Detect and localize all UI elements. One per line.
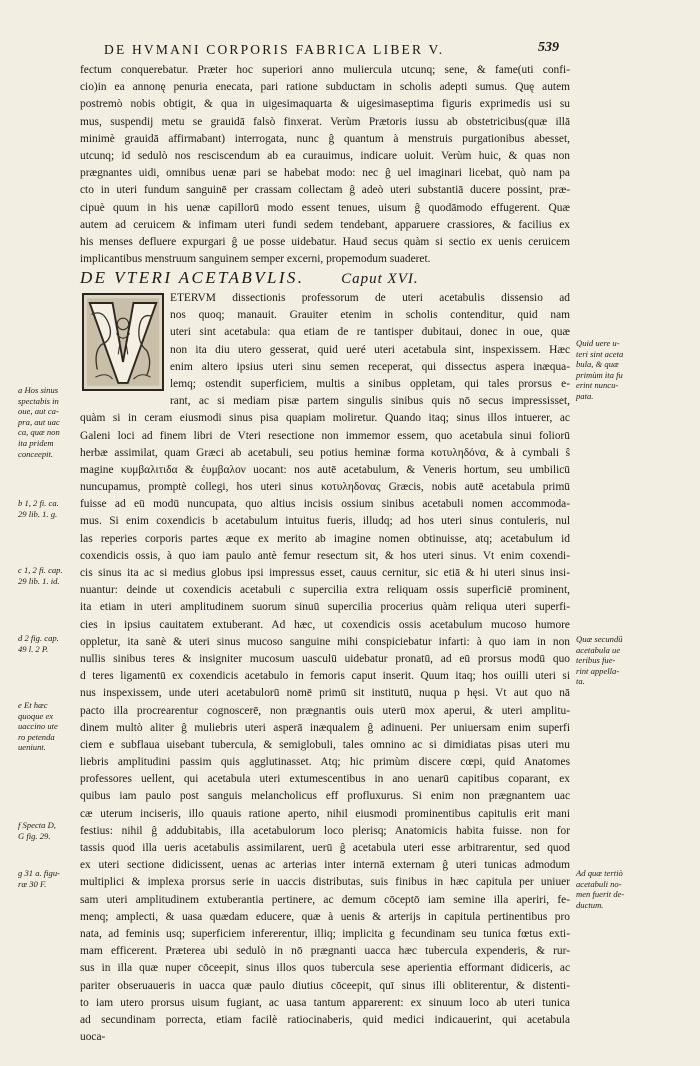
text-line: coxendicis ossis, à quo iam paulo antè femur resectum sit, & hos uteri sinus. Vt enim coxendi- bbox=[80, 549, 570, 562]
text-block-2 bbox=[80, 290, 570, 1046]
text-line: rant, ac si mediam pisæ partem singulis sinibus quis nō secus impressisset, bbox=[170, 395, 570, 408]
text-line: uteri sint acetabula: qua etiam de re tantisper dubitaui, donec in oue, quæ bbox=[170, 326, 570, 339]
text-line: nuantur: deinde ut coxendicis acetabuli c supercilia extra reliquam ossis superficiē prominent, bbox=[80, 584, 570, 597]
text-line: enim altero ipsius uteri sinu semen receperat, qui dissectus aspera inæqua- bbox=[170, 360, 570, 373]
text-line: dinem multò aliter ĝ muliebris uteri asperā inæqualem ĝ adinueni. Per uniuersam enim superfi bbox=[80, 721, 570, 734]
text-line: his menses defluere expurgari ĝ ue posse uidebatur. Haud secus quàm si sectio ex uenis ceruicem bbox=[80, 235, 570, 248]
margin-note-line: c 1, 2 fi. cap. bbox=[18, 565, 63, 575]
margin-note-line: acetabula ue bbox=[576, 644, 621, 655]
text-line: cipuè quum in his uenæ capillorū modo essent tenues, uisum ĝ quodāmodo effugerent. Quæ bbox=[80, 201, 570, 214]
text-line: pariter obseruaueris in uacca quæ paulo diutius cōceepit, quī sinus illi obliterentur, & distenti- bbox=[80, 979, 570, 992]
text-line: quàm si in ceram eiusmodi sinus pisa quapiam moliretur. Quando itaq; sinus illos intuerer, ac bbox=[80, 412, 570, 425]
margin-note-line: uaccino ute bbox=[18, 721, 58, 732]
text-line: postremò nobis obtigit, & qua in uigesimaquarta & uigesimaseptima figuris exprimedis usi su bbox=[80, 98, 570, 111]
margin-note-line: pra, aut uac bbox=[18, 416, 60, 427]
margin-note-line: Ad quæ tertiò bbox=[576, 868, 623, 878]
text-line: nus inspexissem, unde uteri acetabulorū nomē primū sit institutū, nuqua p hęsi. Vt aut quo nā bbox=[80, 687, 570, 700]
margin-note-line: e Et hæc bbox=[18, 700, 48, 710]
text-line: mus, suspendij metu se grauidā falsò finxerat. Verùm Prætoris iussu ab obstetricibus(quæ illā bbox=[80, 115, 570, 128]
margin-note bbox=[18, 633, 78, 654]
text-line: cio)in ea annonę penuria enecata, pari ratione subductam in scholis adepti sumus. Quę autem bbox=[80, 81, 570, 94]
text-line: prægnantes uidi, omnibus uenæ pari se habebat modo: nec ĝ uel imaginari licebat, quò nam pa bbox=[80, 167, 570, 180]
margin-note-line: ita pridem bbox=[18, 437, 54, 448]
text-line: pacto illa procrearentur cognoscerē, non prægnantis ouis uterū mox aperui, & uteri amplitu- bbox=[80, 704, 570, 717]
indented-lines bbox=[80, 290, 570, 410]
folio-number: 539 bbox=[538, 40, 559, 55]
margin-note bbox=[576, 338, 686, 402]
margin-note-line: acetabuli no- bbox=[576, 878, 622, 889]
text-line: utcunq; id sedulò nos resciscendum ab ea curauimus, indicare uoluit. Verùm huic, & quas non bbox=[80, 149, 570, 162]
text-line: mam efficerent. Præterea ubi sedulò in nō prægnanti uacca hæc tubercula expenderis, & rur- bbox=[80, 945, 570, 958]
running-head: DE HVMANI CORPORIS FABRICA LIBER V. bbox=[104, 42, 445, 57]
text-line: tassis quod illa ueris acetabulis assimilarent, uerū ĝ acetabula uteri esse arbitrarentur, sed quod bbox=[80, 842, 570, 854]
text-block-1 bbox=[80, 62, 570, 268]
text-line: professores uellent, qui acetabula uteri extumescentibus in ano uenarū capitibus coparant, ex bbox=[80, 773, 570, 786]
margin-note-line: pata. bbox=[576, 390, 594, 401]
margin-note-line: teribus fue- bbox=[576, 655, 616, 666]
margin-note-line: G fig. 29. bbox=[18, 830, 51, 841]
text-line: las reperies corporis partes æque ex merito ab imagine nomen obtinuisse, atq; acetabulum id bbox=[80, 532, 570, 545]
text-line: festius: nihil ĝ addubitabis, illa acetabulorum loco plerisq; Anatomicis habita fuisse. non for bbox=[80, 824, 570, 837]
text-line: herbæ assimilat, quam Græci ab acetabuli, seu potius heminæ forma κοτυληδόνα, & à cymbali ŝ bbox=[80, 446, 570, 459]
margin-note-line: Quæ secundū bbox=[576, 634, 623, 644]
margin-note bbox=[576, 634, 686, 687]
margin-note-line: g 31 a. figu- bbox=[18, 868, 61, 878]
text-line: fectum conquerebatur. Præter hoc superiori anno muliercula utcunq; sene, & fame(uti confi- bbox=[80, 64, 570, 76]
margin-note-line: ductum. bbox=[576, 899, 604, 910]
margin-note-line: spectabis in bbox=[18, 395, 59, 406]
text-line: menq; amplecti, & uasa quædam educere, quæ à uenis & arterijs in capitula pertinentibus pro bbox=[80, 910, 570, 923]
margin-note-line: ro petenda bbox=[18, 731, 55, 742]
margin-note-line: ræ 30 F. bbox=[18, 878, 47, 889]
text-line: nos quoq; manauit. Grauiter etenim in scholis contenditur, quid nam bbox=[170, 309, 570, 322]
margin-note-line: erint nuncu- bbox=[576, 380, 619, 391]
margin-note-line: ta. bbox=[576, 676, 585, 687]
text-line: ita etiam in uteri amplitudinem suorum sinuū supercilia procerius quàm reliqua uteri superfi- bbox=[80, 601, 570, 614]
text-line: to iam utero prorsus uisum fugiant, ac uasa tantum apparerent: ex sinuum loco ab uteri tunica bbox=[80, 996, 570, 1009]
margin-note bbox=[18, 565, 78, 586]
text-line: cto in uteri fundum sanguinē per crassam collectam ĝ adeò uteri substantiā ducere possint, præ- bbox=[80, 184, 570, 197]
text-line: ciem e subflaua uisebant tubercula, & semiglobuli, tales omnino ac si dimidiatas pisas uteri mu bbox=[80, 738, 570, 751]
margin-note-line: 29 lib. 1. id. bbox=[18, 575, 60, 586]
text-line: Galeni loci ad finem libri de Vteri resectione non immemor essem, quo acetabula sinui foliorū bbox=[80, 429, 570, 442]
text-line: non ita diu utero gesserat, quid ueré uteri acetabula sint, inspexissem. Hæc bbox=[170, 343, 570, 356]
text-line: nata, ad feminis usq; superficiem infererentur, illiq; implicita g fecundinam seu tunica fœtus exti- bbox=[80, 927, 570, 940]
text-line: autem ad ceruicem & infimam uteri fundi sedem tendebant, apparuere crassiores, & facilius ex bbox=[80, 218, 570, 231]
text-line: sam uteri amplitudinem extuberantia pertinere, ac demum cōceptō iam semine illa aperiri, fe- bbox=[80, 893, 570, 906]
margin-note-line: d 2 fig. cap. bbox=[18, 633, 59, 643]
text-line: nullis sinibus teres & insigniter mucosum uasculū uidebatur pronatū, ad eū prorsus modū quo bbox=[80, 652, 570, 665]
margin-note-line: a Hos sinus bbox=[18, 385, 59, 395]
text-line: liebris amplitudini passim quis agglutinasset. Atq; hic primùm discere cœpi, quid Anatomes bbox=[80, 756, 570, 769]
margin-note-line: b 1, 2 fi. ca. bbox=[18, 498, 59, 508]
text-line: oppletur, ita sanè & uteri sinus mucoso sanguine mihi conspiciebatur infarti: à quo iam in non bbox=[80, 635, 570, 648]
text-line: magine κυμβαλιτιδα & ἐυμβαλον uocant: nos autē acetabulum, & Veneris hortum, seu umbilicū bbox=[80, 463, 570, 476]
margin-note-line: ueniunt. bbox=[18, 742, 46, 753]
margin-note-line: 49 l. 2 P. bbox=[18, 643, 49, 654]
chapter-title: DE VTERI ACETABVLIS. bbox=[80, 268, 305, 287]
margin-note-line: primùm ita fu bbox=[576, 369, 623, 380]
margin-note bbox=[576, 868, 686, 910]
text-line: nuncupamus, promptè collegi, hos uteri sinus κοτυληδονας Græcis, nobis autē acetabula primū bbox=[80, 481, 570, 494]
text-line: implicantibus menstruum sanguinem semper excerni, propemodum suaderet. bbox=[80, 253, 431, 266]
text-line: fuisse ad eū modū nuncupata, quo altius incisis ossium sinibus acetabuli nomen accommoda- bbox=[80, 498, 570, 511]
text-line: minimè grauidā affirmabant) interrogata, nunc ĝ quantum à menstruis purgationibus abesset, bbox=[80, 132, 570, 145]
text-line: multiplici & implexa prorsus serie in uaccis distributas, suis finibus in hæc capitula per uniuer bbox=[80, 876, 570, 889]
margin-note-line: teri sint aceta bbox=[576, 348, 624, 359]
text-line: ETERVM dissectionis professorum de uteri acetabulis dissensio ad bbox=[170, 292, 570, 304]
chapter-heading bbox=[80, 268, 570, 288]
text-line: lemq; ostendit superficiem, multis a sinibus oppletam, qui tales prorsus e- bbox=[170, 377, 570, 390]
text-line: quibus iam paulo post sanguis melancholicus eff profluxurus. Si enim non prægnantem uac bbox=[80, 790, 570, 803]
margin-note bbox=[18, 498, 78, 519]
margin-note-line: f Specta D, bbox=[18, 820, 56, 830]
margin-note-line: 29 lib. 1. g. bbox=[18, 508, 58, 519]
text-line: cies in ipsius cauitatem extuberant. Ad hæc, ut coxendicis ossis acetabulum mucoso humore bbox=[80, 618, 570, 631]
margin-note-line: bula, & quæ bbox=[576, 359, 619, 370]
text-line: ad secundinam porrecta, etiam facilè ratiocinaberis, quid medici indicauerint, qui acetabula bbox=[80, 1013, 570, 1026]
text-line: cæ uterum inciseris, illo quauis ratione aperto, nihil eiusmodi prominentibus capitulis erit mani bbox=[80, 807, 570, 820]
text-line: d teres ligamentū ex coxendicis acetabulo in femoris caput inserit. Quum itaq; hos ouilli uteri si bbox=[80, 670, 570, 683]
margin-note-line: men fuerit de- bbox=[576, 889, 625, 900]
full-width-lines bbox=[80, 410, 570, 1046]
margin-note-line: oue, aut ca- bbox=[18, 406, 59, 417]
margin-note-line: rint appella- bbox=[576, 665, 620, 676]
margin-note-line: quoque ex bbox=[18, 710, 54, 721]
margin-note bbox=[18, 385, 78, 459]
text-line: sus in illa quæ nuper cōceepit, sinus illos quos tubercula sese aperientia efformant didiceris, ac bbox=[80, 962, 570, 975]
text-line: mus. Si enim coxendicis b acetabulum intuitus fueris, illudq; ad hos uteri sinus contuleris, nul bbox=[80, 515, 570, 528]
margin-note bbox=[18, 700, 78, 753]
margin-note-line: Quid uere u- bbox=[576, 338, 620, 348]
chapter-number: Caput XVI. bbox=[341, 271, 419, 287]
margin-note-line: conceepit. bbox=[18, 448, 54, 459]
margin-note-line: ca, quæ non bbox=[18, 427, 60, 438]
text-line: ex uteri sectione didicissent, uenas ac arterias inter internā externam ĝ uteri tunicas admodum bbox=[80, 859, 570, 872]
text-line: uoca- bbox=[80, 1031, 106, 1044]
text-line: cis sinus ita ac si medius globus ipsi impressus esset, cauus cernitur, sic etiā & hi uteri sinus insi- bbox=[80, 567, 570, 579]
margin-note bbox=[18, 868, 78, 889]
margin-note bbox=[18, 820, 78, 841]
